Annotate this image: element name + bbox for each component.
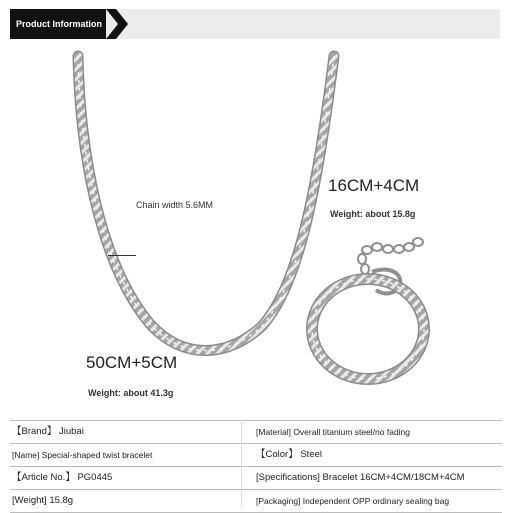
header-title: Product Information (10, 9, 106, 39)
name-cell: [Name] Special-shaped twist bracelet (12, 450, 153, 460)
spec-row (10, 444, 502, 467)
product-info-header (0, 0, 512, 44)
product-image (0, 44, 512, 404)
weight-cell: [Weight] 15.8g (12, 495, 74, 506)
specifications-cell: [Specifications] Bracelet 16CM+4CM/18CM+4CM (256, 472, 465, 483)
chain-width-label: Chain width 5.6MM (136, 200, 214, 210)
table-divider (241, 420, 242, 508)
spec-row (10, 467, 502, 490)
brand-cell: 【Brand】 Jiubai (12, 426, 84, 437)
packaging-cell: [Packaging] Independent OPP ordinary sealing bag (256, 496, 450, 506)
color-cell: 【Color】 Steel (256, 449, 322, 460)
header-chevron-icon (106, 9, 128, 39)
chain-jewelry-illustration (0, 44, 512, 404)
spec-row (10, 420, 502, 444)
spec-row (10, 490, 502, 513)
bracelet-weight-label: Weight: about 15.8g (330, 209, 416, 219)
necklace-weight-label: Weight: about 41.3g (88, 388, 174, 398)
product-spec-table (10, 420, 502, 513)
necklace-size-label: 50CM+5CM (86, 353, 178, 372)
article-no-cell: 【Article No.】 PG0445 (12, 472, 113, 483)
bracelet-size-label: 16CM+4CM (328, 176, 420, 195)
chain-width-pointer (108, 255, 136, 256)
material-cell: [Material] Overall titanium steel/no fading (256, 427, 411, 437)
